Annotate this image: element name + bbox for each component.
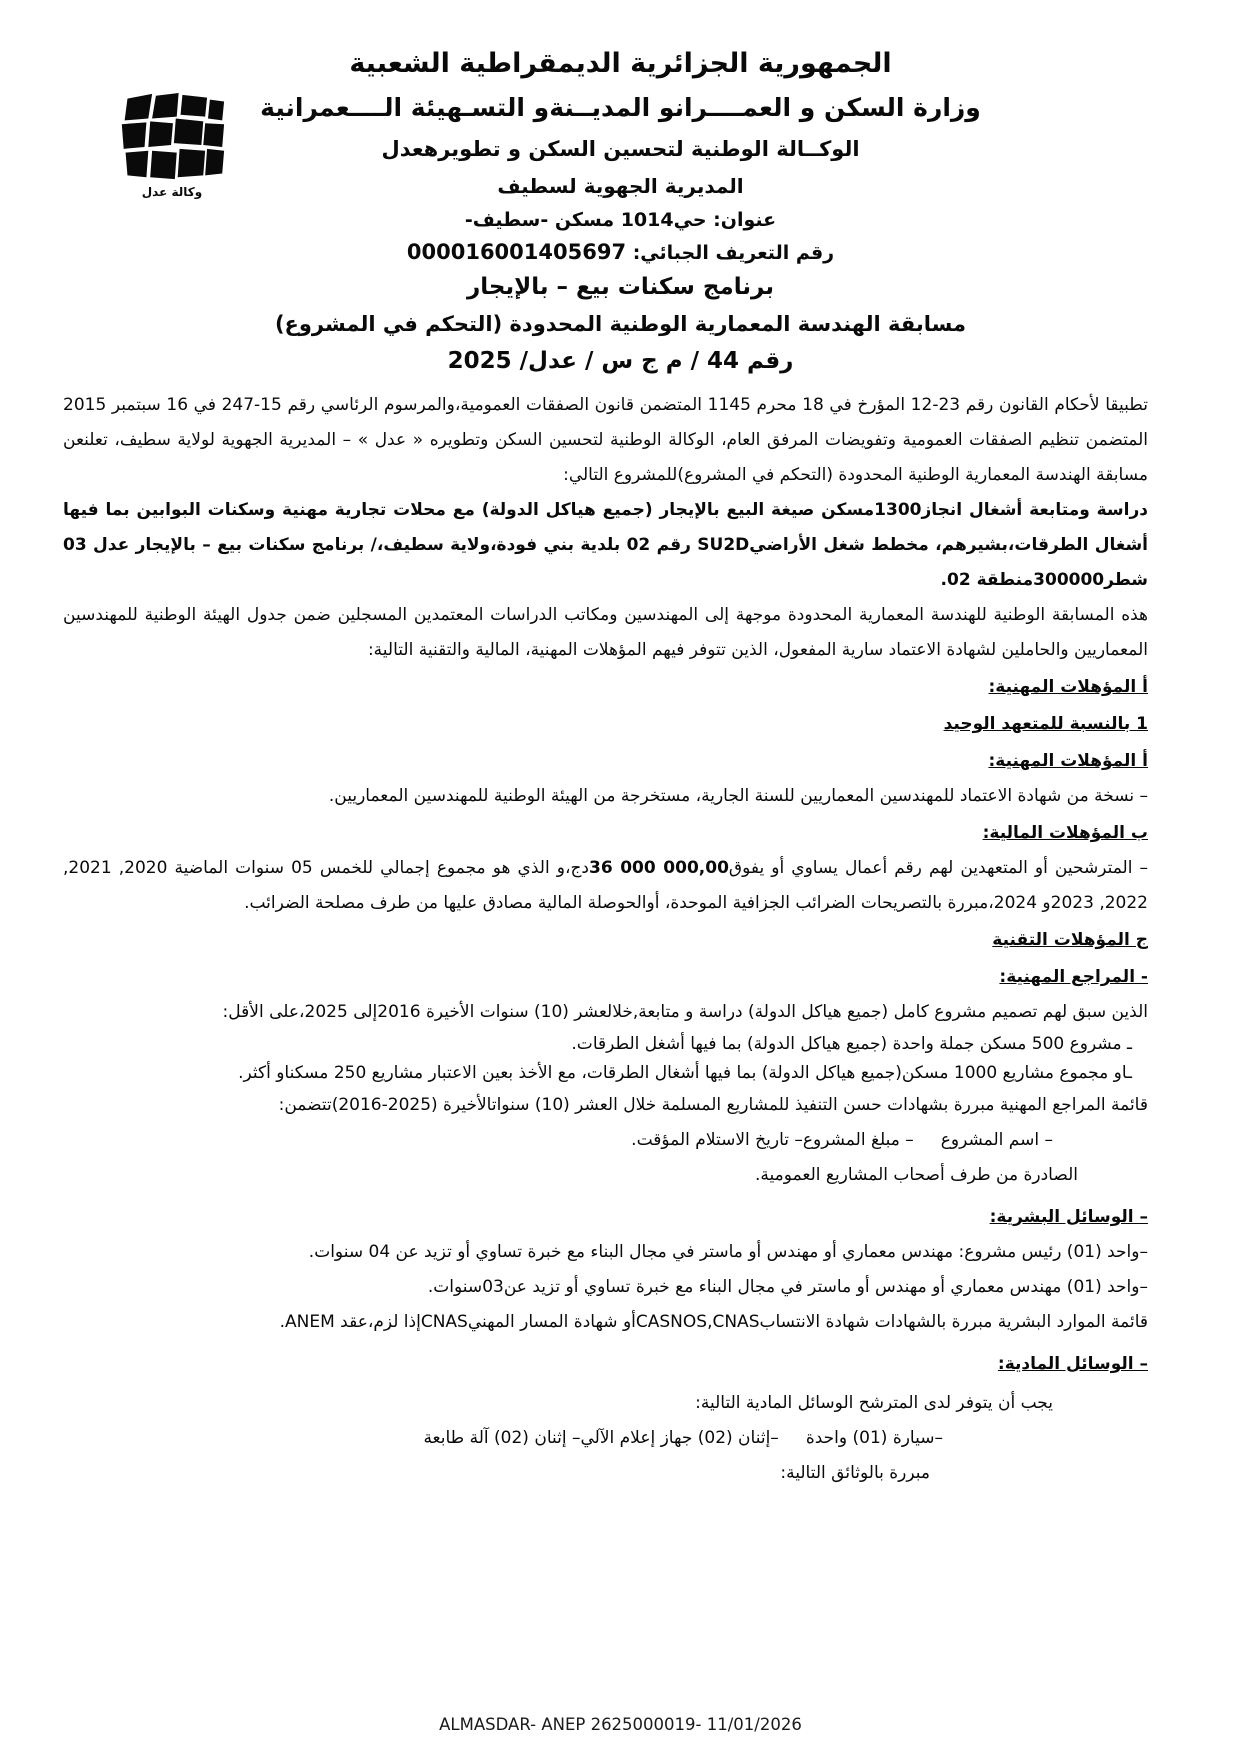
header-tax-id <box>0 240 1241 264</box>
financial-text-after: دج،و الذي هو مجموع إجمالي للخمس 05 سنوات الماضية 2020, 2021, 2022, 2023و 2024،مبررة بالتصريحات الضرائب الجزافية الموحدة، أوالحوصلة المالية مصادق عليها من طرف مصلحة الضرائب. <box>63 858 1148 913</box>
header-program-title: برنامج سكنات بيع – بالإيجار <box>467 274 774 300</box>
paragraph-material-intro: يجب أن يتوفر لدى المترشح الوسائل المادية التالية: <box>695 1393 1053 1413</box>
header-republic: الجمهورية الجزائرية الديمقراطية الشعبية <box>349 48 892 79</box>
heading-sole-bidder: 1 بالنسبة للمتعهد الوحيد <box>943 714 1148 734</box>
paragraph-project-description: دراسة ومتابعة أشغال انجاز1300مسكن صيغة البيع بالإيجار (جميع هياكل الدولة) مع محلات تجارية مهنية وسكنات البوابين بما فيها أشغال الطرقات،بشيرهم، مخطط شغل الأراضيSU2D رقم 02 بلدية بني فودة،ولاية سطيف،/ برنامج سكنات بيع – بالإيجار عدل 03 شطر300000منطقة 02. <box>63 500 1148 590</box>
tax-id-value: 000016001405697 <box>406 240 627 264</box>
paragraph-references-intro: الذين سبق لهم تصميم مشروع كامل (جميع هياكل الدولة) دراسة و متابعة,خلالعشر (10) سنوات الأخيرة 2016إلى 2025،على الأقل: <box>222 1002 1148 1022</box>
paragraph-accreditation-certificate: – نسخة من شهادة الاعتماد للمهندسين المعماريين للسنة الجارية، مستخرجة من الهيئة الوطنية للمهندسين المعماريين. <box>328 786 1148 806</box>
paragraph-material-items: –سيارة (01) واحدة –إثنان (02) جهاز إعلام الآلي– إثنان (02) آلة طابعة <box>423 1428 943 1448</box>
tax-id-label: رقم التعريف الجبائي: <box>632 242 835 264</box>
aadl-logo-icon <box>119 92 225 182</box>
paragraph-references-issued-by: الصادرة من طرف أصحاب المشاريع العمومية. <box>755 1165 1078 1185</box>
header-reference-number: رقم 44 / م ج س / عدل/ 2025 <box>447 348 794 374</box>
header-address: عنوان: حي1014 مسكن -سطيف- <box>464 209 777 231</box>
heading-technical-qualifications: ج المؤهلات التقنية <box>992 930 1148 950</box>
header-agency: الوكــالة الوطنية لتحسين السكن و تطويرهعدل <box>381 137 860 161</box>
paragraph-references-certificates: قائمة المراجع المهنية مبررة بشهادات حسن التنفيذ للمشاريع المسلمة خلال العشر (10) سنواتالأخيرة (2025-2016)تتضمن: <box>278 1095 1148 1115</box>
paragraph-human-resource-1: –واحد (01) رئيس مشروع: مهندس معماري أو مهندس أو ماستر في مجال البناء مع خبرة تساوي أو تزيد عن 04 سنوات. <box>308 1242 1148 1262</box>
paragraph-human-resource-2: –واحد (01) مهندس معماري أو مهندس أو ماستر في مجال البناء مع خبرة تساوي أو تزيد عن03سنوات. <box>427 1277 1148 1297</box>
document-body <box>63 388 1148 1491</box>
footer-anep-reference: ALMASDAR- ANEP 2625000019- 11/01/2026 <box>439 1715 802 1734</box>
heading-human-resources: – الوسائل البشرية: <box>989 1207 1148 1227</box>
list-item-projects-1000-units: ـاو مجموع مشاريع 1000 مسكن(جميع هياكل الدولة) بما فيها أشغال الطرقات، مع الأخذ بعين الاعتبار مشاريع 250 مسكناو أكثر. <box>238 1063 1132 1083</box>
heading-professional-references: - المراجع المهنية: <box>999 967 1148 987</box>
heading-professional-qualifications-2: أ المؤهلات المهنية: <box>988 751 1148 771</box>
heading-financial-qualifications: ب المؤهلات المالية: <box>982 823 1148 843</box>
aadl-logo <box>112 92 232 199</box>
financial-amount: 36 000 000,00 <box>588 858 729 878</box>
financial-text-before: – المترشحين أو المتعهدين لهم رقم أعمال يساوي أو يفوق <box>728 858 1149 878</box>
header-regional-directorate: المديرية الجهوية لسطيف <box>497 174 744 198</box>
paragraph-material-docs: مبررة بالوثائق التالية: <box>780 1463 930 1483</box>
paragraph-human-resources-proof: قائمة الموارد البشرية مبررة بالشهادات شهادة الانتسابCASNOS,CNASأو شهادة المسار المهنيCNASإذا لزم،عقد ANEM. <box>279 1312 1148 1332</box>
header-ministry: وزارة السكن و العمــــرانو المديــنةو التسـهيئة الــــعمرانية <box>260 93 981 122</box>
paragraph-legal-intro: تطبيقا لأحكام القانون رقم 23-12 المؤرخ في 18 محرم 1145 المتضمن قانون الصفقات العمومية،والمرسوم الرئاسي رقم 15-247 في 16 سبتمبر 2015 المتضمن تنظيم الصفقات العمومية وتفويضات المرفق العام، الوكالة الوطنية لتحسين السكن وتطويره « عدل » – المديرية الجهوية لولاية سطيف، تعلنعن مسابقة الهندسة المعمارية الوطنية المحدودة (التحكم في المشروع)للمشروع التالي: <box>63 395 1148 485</box>
heading-professional-qualifications: أ المؤهلات المهنية: <box>988 677 1148 697</box>
header-competition-title: مسابقة الهندسة المعمارية الوطنية المحدودة (التحكم في المشروع) <box>274 312 967 336</box>
paragraph-financial-requirement <box>63 851 1148 921</box>
aadl-logo-caption: وكالة عدل <box>141 185 203 199</box>
list-item-project-500-units: ـ مشروع 500 مسكن جملة واحدة (جميع هياكل الدولة) بما فيها أشغل الطرقات. <box>571 1034 1132 1054</box>
paragraph-reference-fields: – اسم المشروع – مبلغ المشروع– تاريخ الاستلام المؤقت. <box>631 1130 1053 1150</box>
heading-material-resources: – الوسائل المادية: <box>997 1354 1148 1374</box>
paragraph-eligibility: هذه المسابقة الوطنية للهندسة المعمارية المحدودة موجهة إلى المهندسين ومكاتب الدراسات المعتمدين المسجلين ضمن جدول الهيئة الوطنية للمهندسين المعماريين والحاملين لشهادة الاعتماد سارية المفعول، الذين تتوفر فيهم المؤهلات المهنية، المالية والتقنية التالية: <box>63 605 1148 660</box>
